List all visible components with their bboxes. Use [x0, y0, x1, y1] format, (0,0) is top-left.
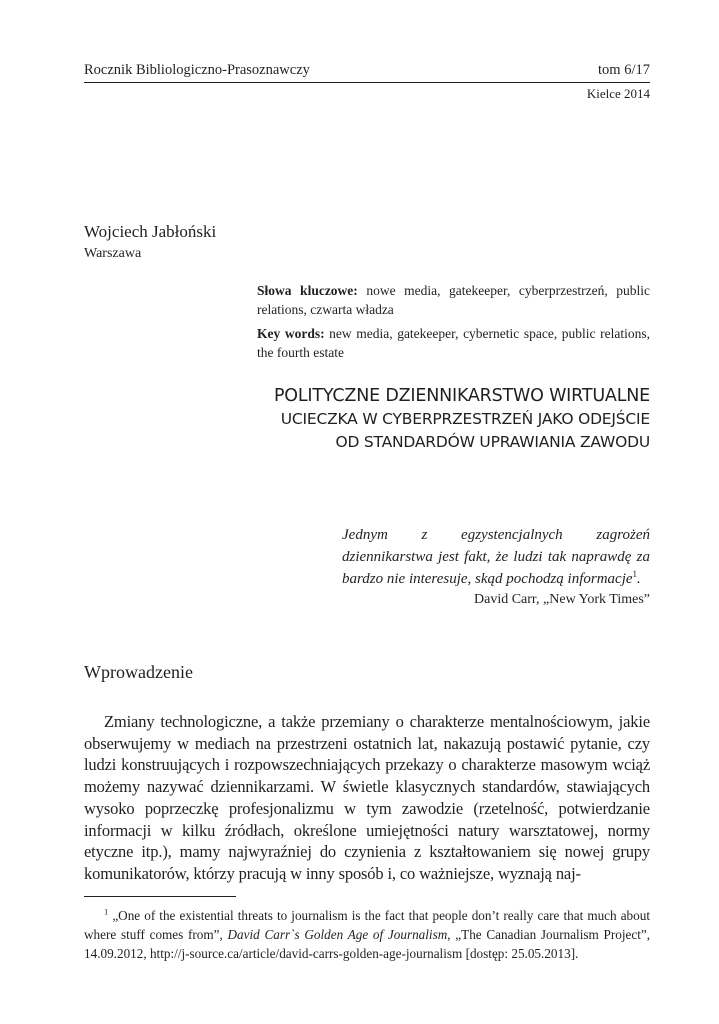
- keywords-block: [257, 281, 650, 367]
- footnote-text-a: „One of the existential threats to journalism is the fact that people don’t really care that much about where stuff comes from”,: [84, 908, 650, 942]
- title-line-3: OD STANDARDÓW UPRAWIANIA ZAWODU: [335, 433, 650, 451]
- section-heading: Wprowadzenie: [84, 662, 193, 682]
- title-line-2: UCIECZKA W CYBERPRZESTRZEŃ JAKO ODEJŚCIE: [280, 410, 650, 428]
- footnote-text-b: , „The Canadian Journalism Project”, 14.09.2012, http://j-source.ca/article/david-carrs-golden-age-journalism [dostęp: 25.05.2013].: [84, 927, 651, 961]
- article-title: [274, 384, 650, 454]
- epigraph: [342, 524, 650, 590]
- footnote-rule: [84, 896, 236, 897]
- footnote-number: 1: [104, 906, 109, 917]
- footnote: [84, 906, 650, 963]
- footnote-title: David Carr`s Golden Age of Journalism: [227, 927, 448, 942]
- keywords-en: [257, 324, 650, 362]
- keywords-pl-text: nowe media, gatekeeper, cyberprzestrzeń, public relations, czwarta władza: [257, 283, 650, 317]
- article-page: [84, 0, 650, 1024]
- volume-number: tom 6/17: [598, 62, 650, 78]
- keywords-pl: [257, 281, 650, 319]
- keywords-en-text: new media, gatekeeper, cybernetic space, public relations, the fourth estate: [257, 326, 650, 360]
- author-affiliation: Warszawa: [84, 246, 142, 261]
- keywords-en-label: Key words:: [257, 326, 325, 341]
- author-name: Wojciech Jabłoński: [84, 222, 217, 241]
- title-line-1: POLITYCZNE DZIENNIKARSTWO WIRTUALNE: [273, 386, 650, 406]
- epigraph-source: David Carr, „New York Times”: [474, 592, 650, 607]
- header-rule: [84, 82, 650, 83]
- place-year: Kielce 2014: [586, 86, 650, 101]
- body-paragraph: Zmiany technologiczne, a także przemiany o charakterze mentalnościowym, jakie obserwujemy w mediach na przestrzeni ostatnich lat, nakazują postawić pytanie, czy ludzi konstruujących i rozpowszechniających przekazy o charakterze masowym wciąż możemy nazywać dziennikarzami. W świetle klasycznych standardów, stawiających wysoko poprzeczkę profesjonalizmu w tym zawodzie (rzetelność, potwierdzanie informacji w kilku źródłach, określone umiejętności natury warsztatowej, normy etyczne itp.), mamy najwyraźniej do czynienia z kształtowaniem się nowej grupy komunikatorów, którzy pracują w inny sposób i, co ważniejsze, wyznają naj-: [84, 712, 650, 883]
- running-head: [84, 62, 650, 82]
- keywords-pl-label: Słowa kluczowe:: [257, 283, 358, 298]
- epigraph-end: .: [637, 571, 641, 587]
- journal-name: Rocznik Bibliologiczno-Prasoznawczy: [84, 62, 310, 78]
- epigraph-text: Jednym z egzystencjalnych zagrożeń dziennikarstwa jest fakt, że ludzi tak naprawdę za bardzo nie interesuje, skąd pochodzą informacje: [342, 527, 650, 587]
- epigraph-footnote-ref[interactable]: 1: [632, 569, 638, 579]
